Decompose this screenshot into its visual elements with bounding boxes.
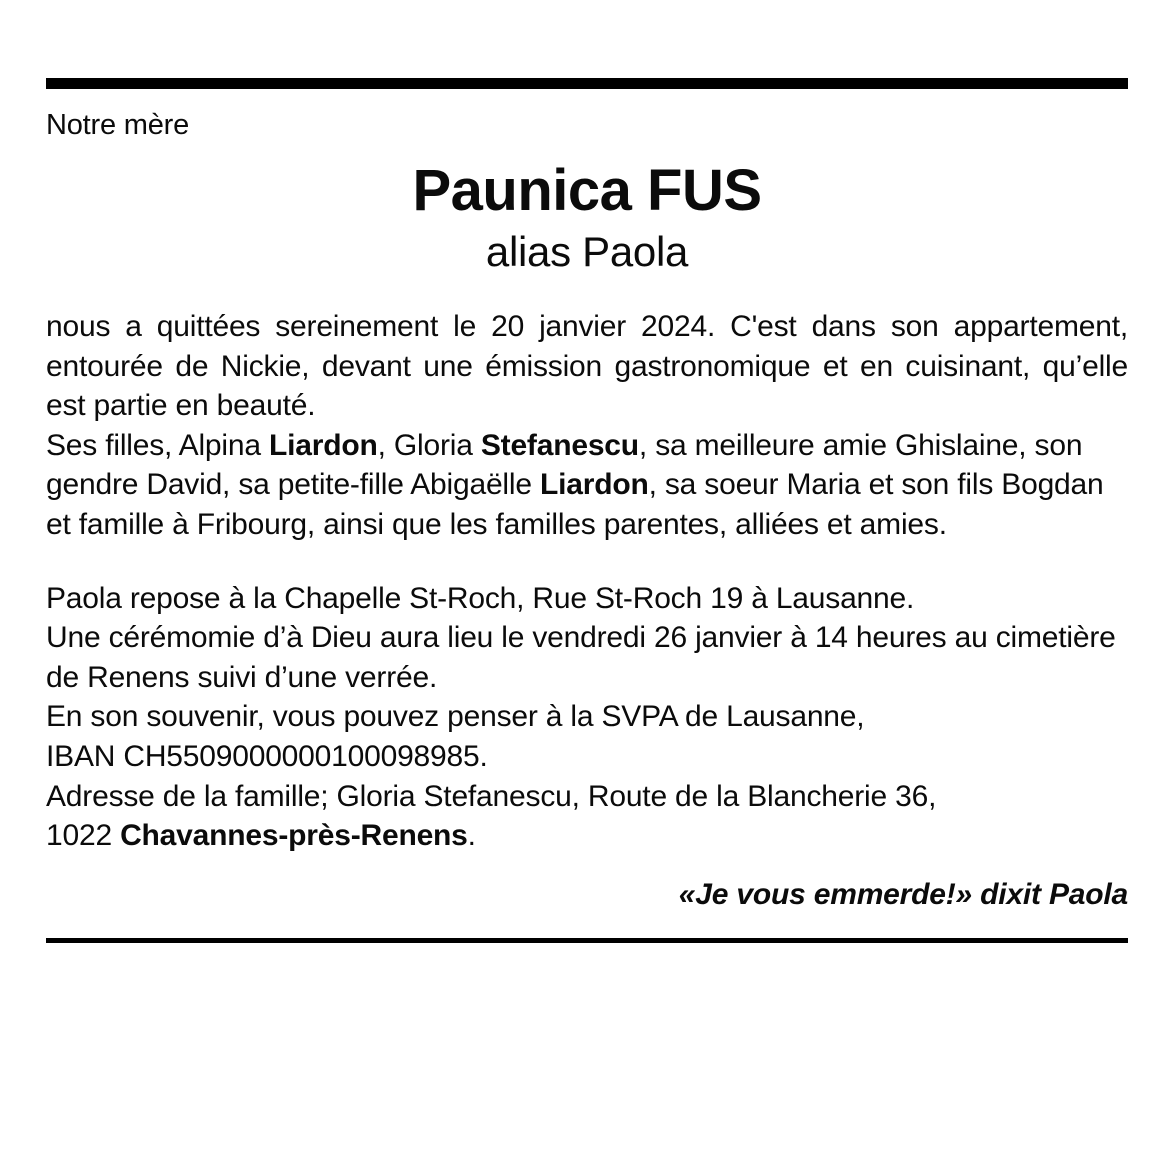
deceased-name: Paunica FUS xyxy=(412,157,762,223)
iban-line: IBAN CH5509000000100098985. xyxy=(46,739,488,773)
family-address-line: Adresse de la famille; Gloria Stefanescu, Route de la Blancherie 36, xyxy=(46,779,937,813)
ceremony-line-2: Une cérémomie d’à Dieu aura lieu le vendredi 26 janvier à 14 heures au cimetière de Renens suivi d’une verrée. xyxy=(46,621,1116,694)
family-surname-1: Liardon xyxy=(269,428,378,462)
obituary-notice xyxy=(0,78,1174,1152)
ceremony-line-1: Paola repose à la Chapelle St-Roch, Rue St-Roch 19 à Lausanne. xyxy=(46,581,915,615)
paragraph-passing: nous a quittées sereinement le 20 janvier 2024. C'est dans son appartement, entourée de Nickie, devant une émission gastronomique et en cuisinant, qu’elle est partie en beauté. xyxy=(46,309,1128,423)
city-postal-code: 1022 xyxy=(46,819,121,853)
city-suffix: . xyxy=(467,819,476,853)
name-block xyxy=(46,158,1128,277)
kicker-text: Notre mère xyxy=(46,109,190,141)
top-divider xyxy=(46,78,1128,89)
notice-body xyxy=(46,307,1128,912)
family-segment-1: Ses filles, Alpina xyxy=(46,428,269,462)
family-city-line xyxy=(46,816,1128,856)
family-segment-3: , sa meilleure amie Ghislaine, son gendre David, sa petite-fille Abigaëlle xyxy=(46,428,1083,502)
family-segment-2: , Gloria xyxy=(377,428,481,462)
paragraph-spacer xyxy=(46,545,1128,579)
family-segment-4: , sa soeur Maria et son fils Bogdan et famille à Fribourg, ainsi que les familles parentes, alliées et amies. xyxy=(46,468,1104,541)
donation-line: En son souvenir, vous pouvez penser à la SVPA de Lausanne, xyxy=(46,700,865,734)
paragraph-family xyxy=(46,426,1128,545)
deceased-alias: alias Paola xyxy=(485,227,689,275)
closing-quote: «Je vous emmerde!» dixit Paola xyxy=(678,877,1128,911)
city-name: Chavannes-près-Renens xyxy=(120,819,468,853)
bottom-divider xyxy=(46,938,1128,943)
family-surname-2: Stefanescu xyxy=(480,428,639,462)
family-surname-3: Liardon xyxy=(539,468,649,502)
